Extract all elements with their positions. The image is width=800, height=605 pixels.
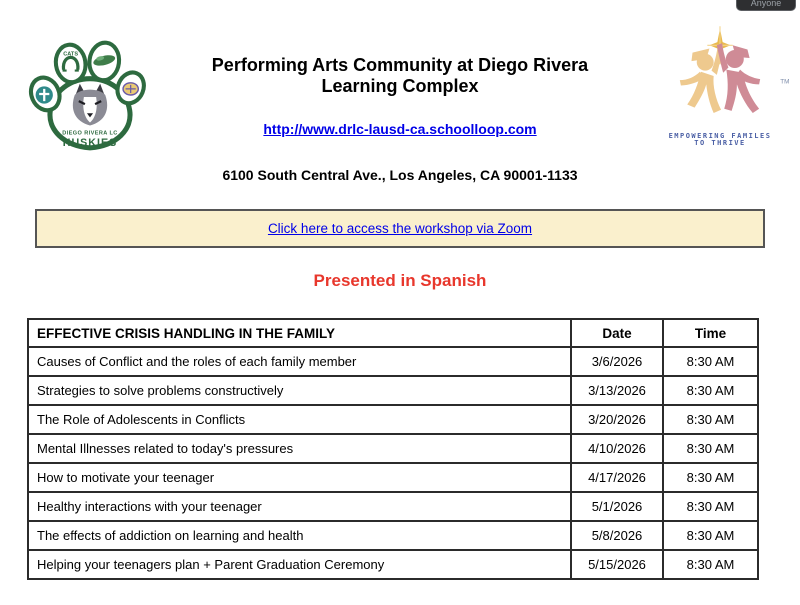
viewer-overlay-button[interactable] [736, 0, 796, 11]
header-topic-cell: EFFECTIVE CRISIS HANDLING IN THE FAMILY [28, 319, 571, 347]
topic-cell: The Role of Adolescents in Conflicts [28, 405, 571, 434]
time-cell: 8:30 AM [663, 463, 758, 492]
workshop-schedule-table [27, 318, 759, 580]
topic-cell: Healthy interactions with your teenager [28, 492, 571, 521]
date-cell: 3/6/2026 [571, 347, 663, 376]
time-cell: 8:30 AM [663, 492, 758, 521]
logo-tagline-line2: TO THRIVE [694, 139, 746, 147]
date-cell: 5/1/2026 [571, 492, 663, 521]
time-cell: 8:30 AM [663, 521, 758, 550]
page-title-line2: Learning Complex [321, 76, 479, 96]
cats-toe-label: CATS [63, 51, 79, 58]
trademark-text: TM [780, 78, 790, 86]
page-title-line1: Performing Arts Community at Diego Rivera [211, 55, 589, 75]
topic-cell: How to motivate your teenager [28, 463, 571, 492]
date-cell: 5/8/2026 [571, 521, 663, 550]
school-name-text: DIEGO RIVERA LC [62, 130, 118, 137]
table-row [28, 347, 758, 376]
table-row [28, 550, 758, 579]
topic-cell: Strategies to solve problems constructively [28, 376, 571, 405]
date-cell: 3/20/2026 [571, 405, 663, 434]
school-address: 6100 South Central Ave., Los Angeles, CA 90001-1133 [222, 167, 578, 183]
table-header-row [28, 319, 758, 347]
time-cell: 8:30 AM [663, 405, 758, 434]
school-website-link[interactable]: http://www.drlc-lausd-ca.schoolloop.com [263, 121, 537, 137]
time-cell: 8:30 AM [663, 434, 758, 463]
date-cell: 4/17/2026 [571, 463, 663, 492]
topic-cell: The effects of addiction on learning and health [28, 521, 571, 550]
mascot-text: HUSKIES [62, 136, 118, 149]
topic-cell: Causes of Conflict and the roles of each family member [28, 347, 571, 376]
topic-cell: Helping your teenagers plan + Parent Graduation Ceremony [28, 550, 571, 579]
time-cell: 8:30 AM [663, 376, 758, 405]
date-cell: 5/15/2026 [571, 550, 663, 579]
logo-tagline-line1: EMPOWERING FAMILES [668, 132, 772, 140]
time-cell: 8:30 AM [663, 347, 758, 376]
topic-cell: Mental Illnesses related to today's pressures [28, 434, 571, 463]
header-time-cell: Time [663, 319, 758, 347]
date-cell: 3/13/2026 [571, 376, 663, 405]
table-row [28, 492, 758, 521]
header-date-cell: Date [571, 319, 663, 347]
zoom-workshop-link[interactable]: Click here to access the workshop via Zoom [267, 221, 533, 236]
viewer-overlay-button-label: Anyone [750, 0, 782, 8]
date-cell: 4/10/2026 [571, 434, 663, 463]
table-row [28, 521, 758, 550]
page-title [120, 55, 680, 97]
table-row [28, 405, 758, 434]
language-banner: Presented in Spanish [313, 271, 487, 290]
zoom-access-box [35, 209, 765, 248]
table-row [28, 376, 758, 405]
time-cell: 8:30 AM [663, 550, 758, 579]
table-row [28, 463, 758, 492]
table-row [28, 434, 758, 463]
